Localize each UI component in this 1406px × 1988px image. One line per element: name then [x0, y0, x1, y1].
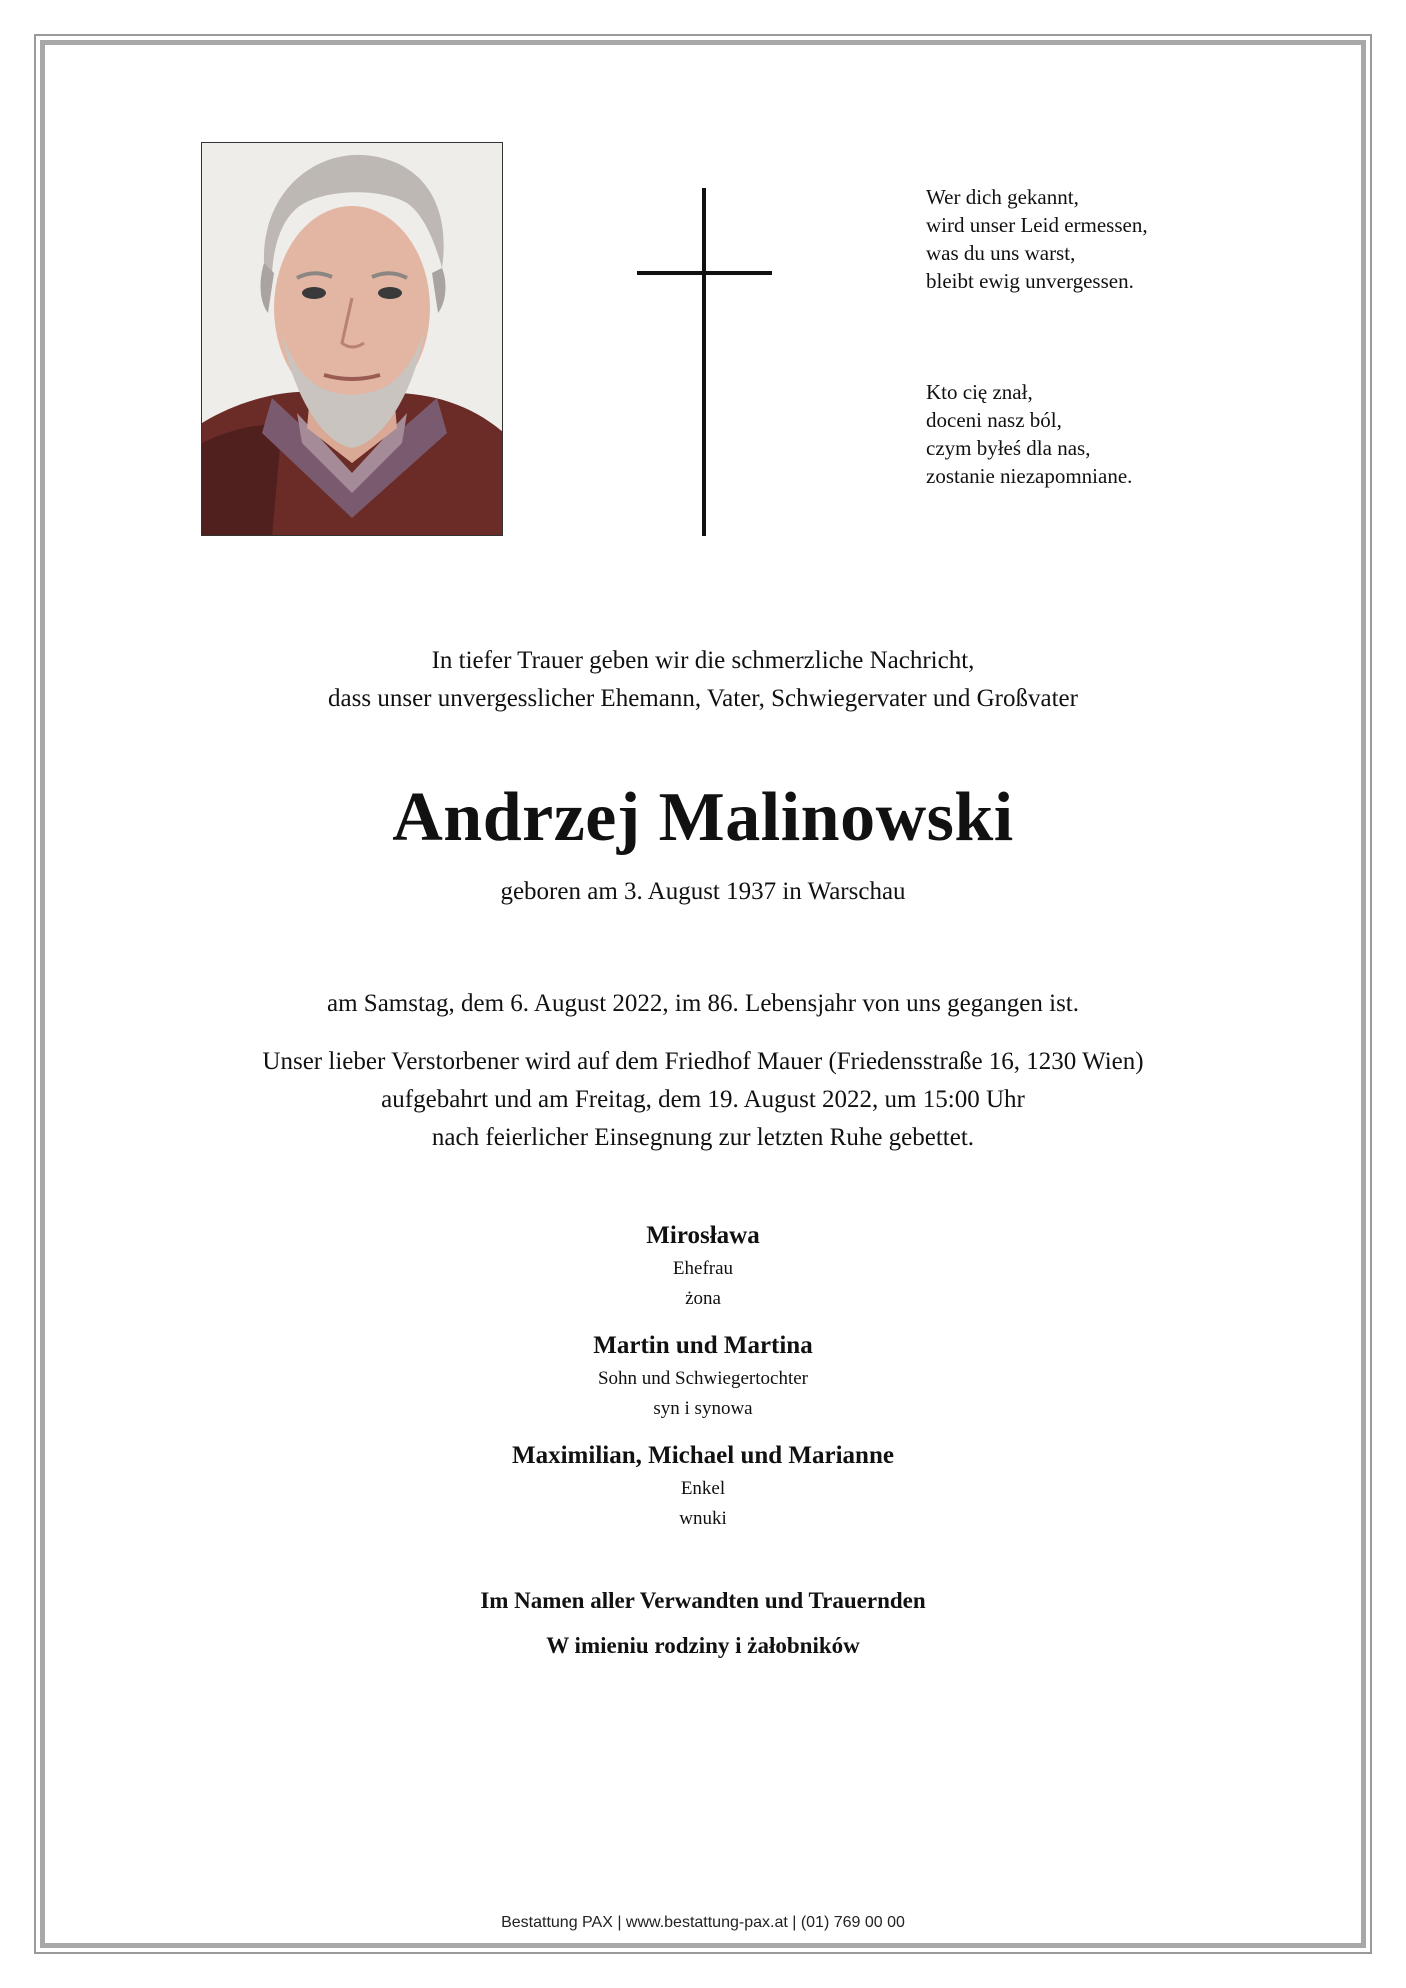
intro-line: In tiefer Trauer geben wir die schmerzliche Nachricht,	[431, 647, 975, 674]
poem-line: zostanie niezapomniane.	[926, 464, 1133, 488]
poem-line: wird unser Leid ermessen,	[926, 213, 1148, 237]
mourners-list	[0, 1218, 1406, 1548]
poem-line: Kto cię znał,	[926, 380, 1033, 404]
funeral-line: aufgebahrt und am Freitag, dem 19. August 2022, um 15:00 Uhr	[381, 1086, 1025, 1113]
mourner-group	[0, 1438, 1406, 1534]
mourner-role-pl: wnuki	[679, 1508, 727, 1529]
funeral-line: nach feierlicher Einsegnung zur letzten Ruhe gebettet.	[431, 1124, 975, 1151]
funeral-line: Unser lieber Verstorbener wird auf dem Friedhof Mauer (Friedensstraße 16, 1230 Wien)	[262, 1048, 1144, 1075]
poem-line: bleibt ewig unvergessen.	[926, 269, 1134, 293]
footer-imprint: Bestattung PAX | www.bestattung-pax.at | (01) 769 00 00	[501, 1914, 905, 1931]
mourner-group	[0, 1218, 1406, 1314]
cross-vertical-bar	[702, 188, 706, 536]
intro-text	[0, 642, 1406, 718]
mourner-name: Martin und Martina	[593, 1332, 813, 1359]
portrait-photo	[201, 142, 503, 536]
poem-line: doceni nasz ból,	[926, 408, 1062, 432]
poem-german	[926, 183, 1286, 295]
poem-polish	[926, 378, 1286, 490]
mourner-role-pl: syn i synowa	[653, 1398, 753, 1419]
mourner-group	[0, 1328, 1406, 1424]
closing-line: Im Namen aller Verwandten und Trauernden	[480, 1588, 926, 1613]
closing-text	[0, 1578, 1406, 1668]
birth-info: geboren am 3. August 1937 in Warschau	[500, 878, 906, 905]
poem-line: Wer dich gekannt,	[926, 185, 1079, 209]
mourner-role-de: Enkel	[680, 1478, 726, 1499]
intro-line: dass unser unvergesslicher Ehemann, Vater, Schwiegervater und Großvater	[328, 685, 1078, 712]
closing-line: W imieniu rodziny i żałobników	[546, 1633, 860, 1658]
funeral-info	[0, 1043, 1406, 1157]
deceased-name: Andrzej Malinowski	[392, 779, 1014, 856]
mourner-name: Maximilian, Michael und Marianne	[512, 1442, 894, 1469]
mourner-name: Mirosława	[646, 1222, 760, 1249]
cross-horizontal-bar	[637, 271, 772, 275]
mourner-role-pl: żona	[685, 1288, 721, 1309]
death-info: am Samstag, dem 6. August 2022, im 86. Lebensjahr von uns gegangen ist.	[327, 990, 1079, 1017]
mourner-role-de: Sohn und Schwiegertochter	[597, 1368, 808, 1389]
poem-line: czym byłeś dla nas,	[926, 436, 1091, 460]
poem-line: was du uns warst,	[926, 241, 1076, 265]
mourner-role-de: Ehefrau	[672, 1258, 734, 1279]
